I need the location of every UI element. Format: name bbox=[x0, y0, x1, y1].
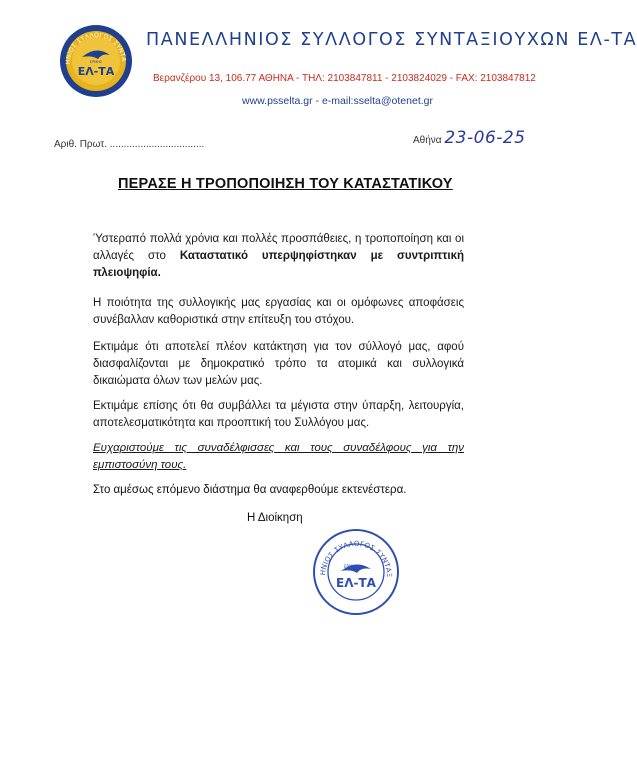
signature-label: Η Διοίκηση bbox=[247, 512, 303, 524]
organization-logo bbox=[58, 23, 134, 99]
organization-address: Βερανζέρου 13, 106.77 ΑΘΗΝΑ - ΤΗΛ: 2103847811 - 2103824029 - FAX: 2103847812 bbox=[153, 73, 536, 84]
date-line bbox=[413, 128, 526, 148]
logo-text: ΕΛ-ΤΑ bbox=[77, 65, 115, 78]
protocol-number-label: Αριθ. Πρωτ. .................................. bbox=[54, 139, 205, 150]
document-title: ΠΕΡΑΣΕ Η ΤΡΟΠΟΠΟΙΗΣΗ ΤΟΥ ΚΑΤΑΣΤΑΤΙΚΟΥ bbox=[118, 176, 453, 192]
paragraph-1-bold: Καταστατικό υπερψηφίστηκαν με συντριπτική πλειοψηφία. bbox=[93, 250, 465, 279]
website-link[interactable]: www.psselta.gr bbox=[242, 95, 313, 107]
paragraph-2: Η ποιότητα της συλλογικής μας εργασίας και οι ομόφωνες αποφάσεις συνέβαλλαν καθοριστικά στην επίτευξη του στόχου. bbox=[93, 297, 464, 326]
email-link[interactable]: e-mail:sselta@otenet.gr bbox=[321, 95, 433, 107]
paragraph-3: Εκτιμάμε ότι αποτελεί πλέον κατάκτηση για τον σύλλογό μας, αφού διασφαλίζονται με δημοκρατικό τρόπο τα ατομικά και συλλογικά δικαιώματα όλων των μελών μας. bbox=[93, 341, 464, 387]
stamp-text: ΕΛ-ΤΑ bbox=[336, 576, 376, 590]
contact-separator: - bbox=[312, 95, 322, 107]
paragraph-6: Στο αμέσως επόμενο διάστημα θα αναφερθούμε εκτενέστερα. bbox=[93, 484, 407, 496]
organization-stamp bbox=[311, 527, 401, 617]
handwritten-date: 23-06-25 bbox=[444, 128, 526, 148]
paragraph-5-thanks: Ευχαριστούμε τις συναδέλφισσες και τους συναδέλφους για την εμπιστοσύνη τους. bbox=[93, 442, 464, 471]
place-label: Αθήνα bbox=[413, 135, 442, 146]
paragraph-4: Εκτιμάμε επίσης ότι θα συμβάλλει τα μέγιστα στην ύπαρξη, λειτουργία, αποτελεσματικότητα και προοπτική του Συλλόγου μας. bbox=[93, 400, 464, 429]
paragraph-1-text: Ύστεραπό πολλά χρόνια και πολλές προσπάθειες, η τροποποίηση και οι αλλαγές στο bbox=[93, 233, 464, 262]
logo-small-text: ΕΡΜΗΣ bbox=[89, 60, 103, 64]
stamp-small-text: ΕΡΜΗΣ bbox=[344, 564, 358, 569]
contact-line bbox=[242, 95, 433, 107]
logo-ring-text: ΗΝΙΟΣ ΣΥΛΛΟΓΟΣ ΣΥΝΤΑ bbox=[64, 31, 128, 65]
organization-name: ΠΑΝΕΛΛΗΝΙΟΣ ΣΥΛΛΟΓΟΣ ΣΥΝΤΑΞΙΟΥΧΩΝ ΕΛ-ΤΑ bbox=[146, 30, 637, 50]
stamp-ring-text: ΗΝΙΟΣ ΣΥΛΛΟΓΟΣ ΣΥΝΤΑΞ bbox=[318, 539, 394, 578]
paragraph-1 bbox=[93, 231, 464, 282]
